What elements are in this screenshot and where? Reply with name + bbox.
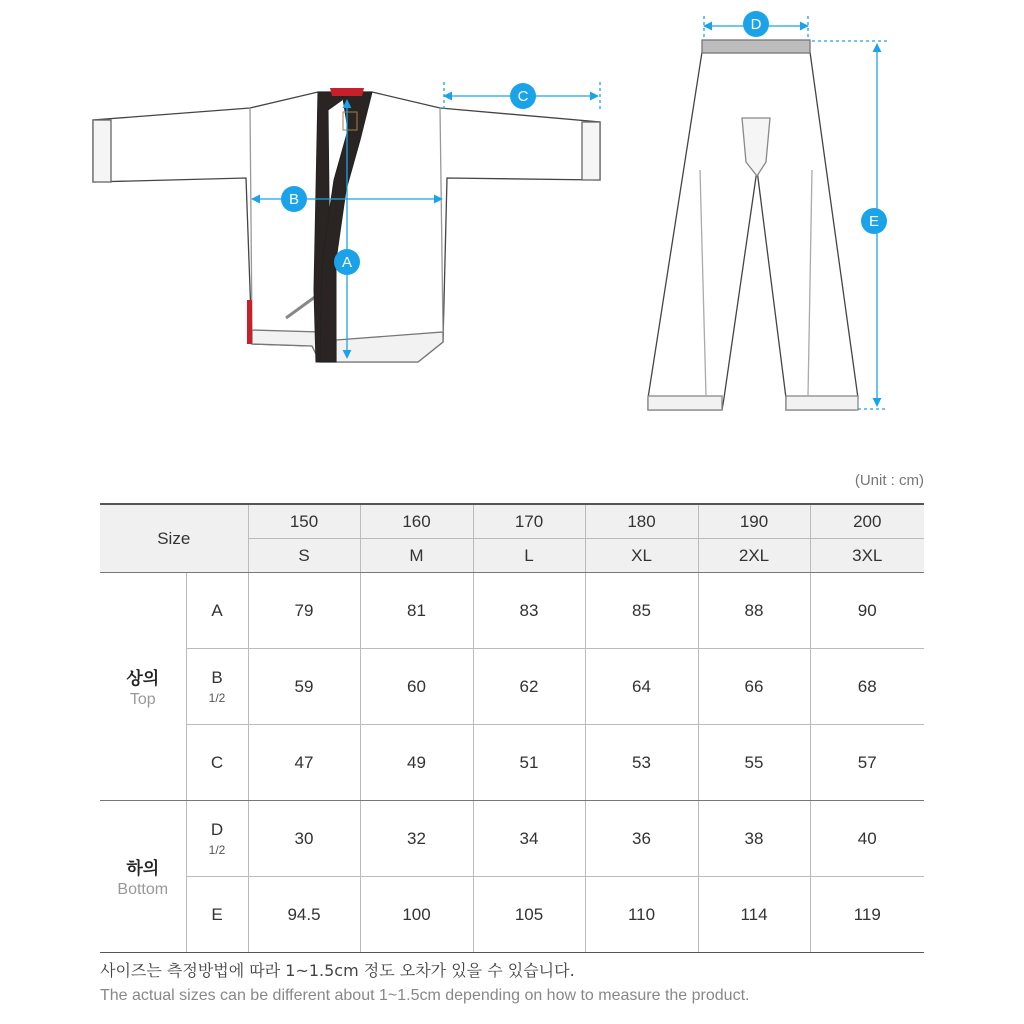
value-cell: 32 (360, 801, 473, 877)
marker-c-label: C (517, 88, 529, 105)
value-cell: 94.5 (248, 877, 360, 953)
height-180: 180 (585, 504, 698, 539)
size-m: M (360, 539, 473, 573)
garment-diagram (0, 0, 1024, 440)
group-bottom (100, 801, 186, 953)
value-cell: 68 (810, 649, 924, 725)
marker-d-label: D (750, 16, 762, 33)
marker-a (334, 249, 360, 275)
measure-d (186, 801, 248, 877)
group-top (100, 573, 186, 801)
marker-c (510, 83, 536, 109)
value-cell: 105 (473, 877, 585, 953)
value-cell: 55 (698, 725, 810, 801)
marker-d (743, 11, 769, 37)
value-cell: 119 (810, 877, 924, 953)
value-cell: 51 (473, 725, 585, 801)
measure-b (186, 649, 248, 725)
height-170: 170 (473, 504, 585, 539)
measure-a (186, 573, 248, 649)
value-cell: 30 (248, 801, 360, 877)
group-top-en: Top (129, 691, 156, 708)
table-row (100, 801, 924, 877)
value-cell: 88 (698, 573, 810, 649)
group-bottom-ko: 하의 (126, 859, 160, 878)
value-cell: 53 (585, 725, 698, 801)
size-3xl: 3XL (810, 539, 924, 573)
height-header-row (100, 504, 924, 539)
table-row (100, 573, 924, 649)
size-header: Size (100, 504, 248, 573)
measure-label: D (210, 819, 224, 839)
size-note-korean: 사이즈는 측정방법에 따라 1~1.5cm 정도 오차가 있을 수 있습니다. (100, 961, 575, 980)
value-cell: 110 (585, 877, 698, 953)
size-l: L (473, 539, 585, 573)
size-s: S (248, 539, 360, 573)
value-cell: 57 (810, 725, 924, 801)
table-row (100, 877, 924, 953)
value-cell: 60 (360, 649, 473, 725)
value-cell: 114 (698, 877, 810, 953)
pants-illustration (648, 40, 858, 410)
value-cell: 34 (473, 801, 585, 877)
height-160: 160 (360, 504, 473, 539)
height-190: 190 (698, 504, 810, 539)
size-note-english: The actual sizes can be different about 1~1.5cm depending on how to measure the product. (100, 987, 750, 1004)
table-row (100, 649, 924, 725)
value-cell: 90 (810, 573, 924, 649)
value-cell: 36 (585, 801, 698, 877)
measure-e (186, 877, 248, 953)
height-150: 150 (248, 504, 360, 539)
value-cell: 83 (473, 573, 585, 649)
measure-label: B (211, 667, 223, 687)
size-table (100, 503, 924, 953)
measure-sub: 1/2 (208, 842, 226, 857)
measure-label: E (211, 904, 223, 924)
marker-e-label: E (868, 213, 880, 230)
value-cell: 79 (248, 573, 360, 649)
measure-sub: 1/2 (208, 690, 226, 705)
value-cell: 40 (810, 801, 924, 877)
value-cell: 62 (473, 649, 585, 725)
value-cell: 66 (698, 649, 810, 725)
value-cell: 38 (698, 801, 810, 877)
measure-label: A (211, 600, 223, 620)
measure-c (186, 725, 248, 801)
table-row (100, 725, 924, 801)
value-cell: 49 (360, 725, 473, 801)
unit-note: (Unit : cm) (854, 472, 924, 489)
value-cell: 64 (585, 649, 698, 725)
height-200: 200 (810, 504, 924, 539)
size-xl: XL (585, 539, 698, 573)
marker-e (861, 208, 887, 234)
measure-label: C (210, 752, 224, 772)
marker-a-label: A (341, 254, 353, 271)
value-cell: 47 (248, 725, 360, 801)
marker-b-label: B (288, 191, 300, 208)
group-top-ko: 상의 (126, 669, 160, 688)
value-cell: 100 (360, 877, 473, 953)
group-bottom-en: Bottom (117, 881, 169, 898)
value-cell: 81 (360, 573, 473, 649)
value-cell: 59 (248, 649, 360, 725)
value-cell: 85 (585, 573, 698, 649)
marker-b (281, 186, 307, 212)
size-2xl: 2XL (698, 539, 810, 573)
